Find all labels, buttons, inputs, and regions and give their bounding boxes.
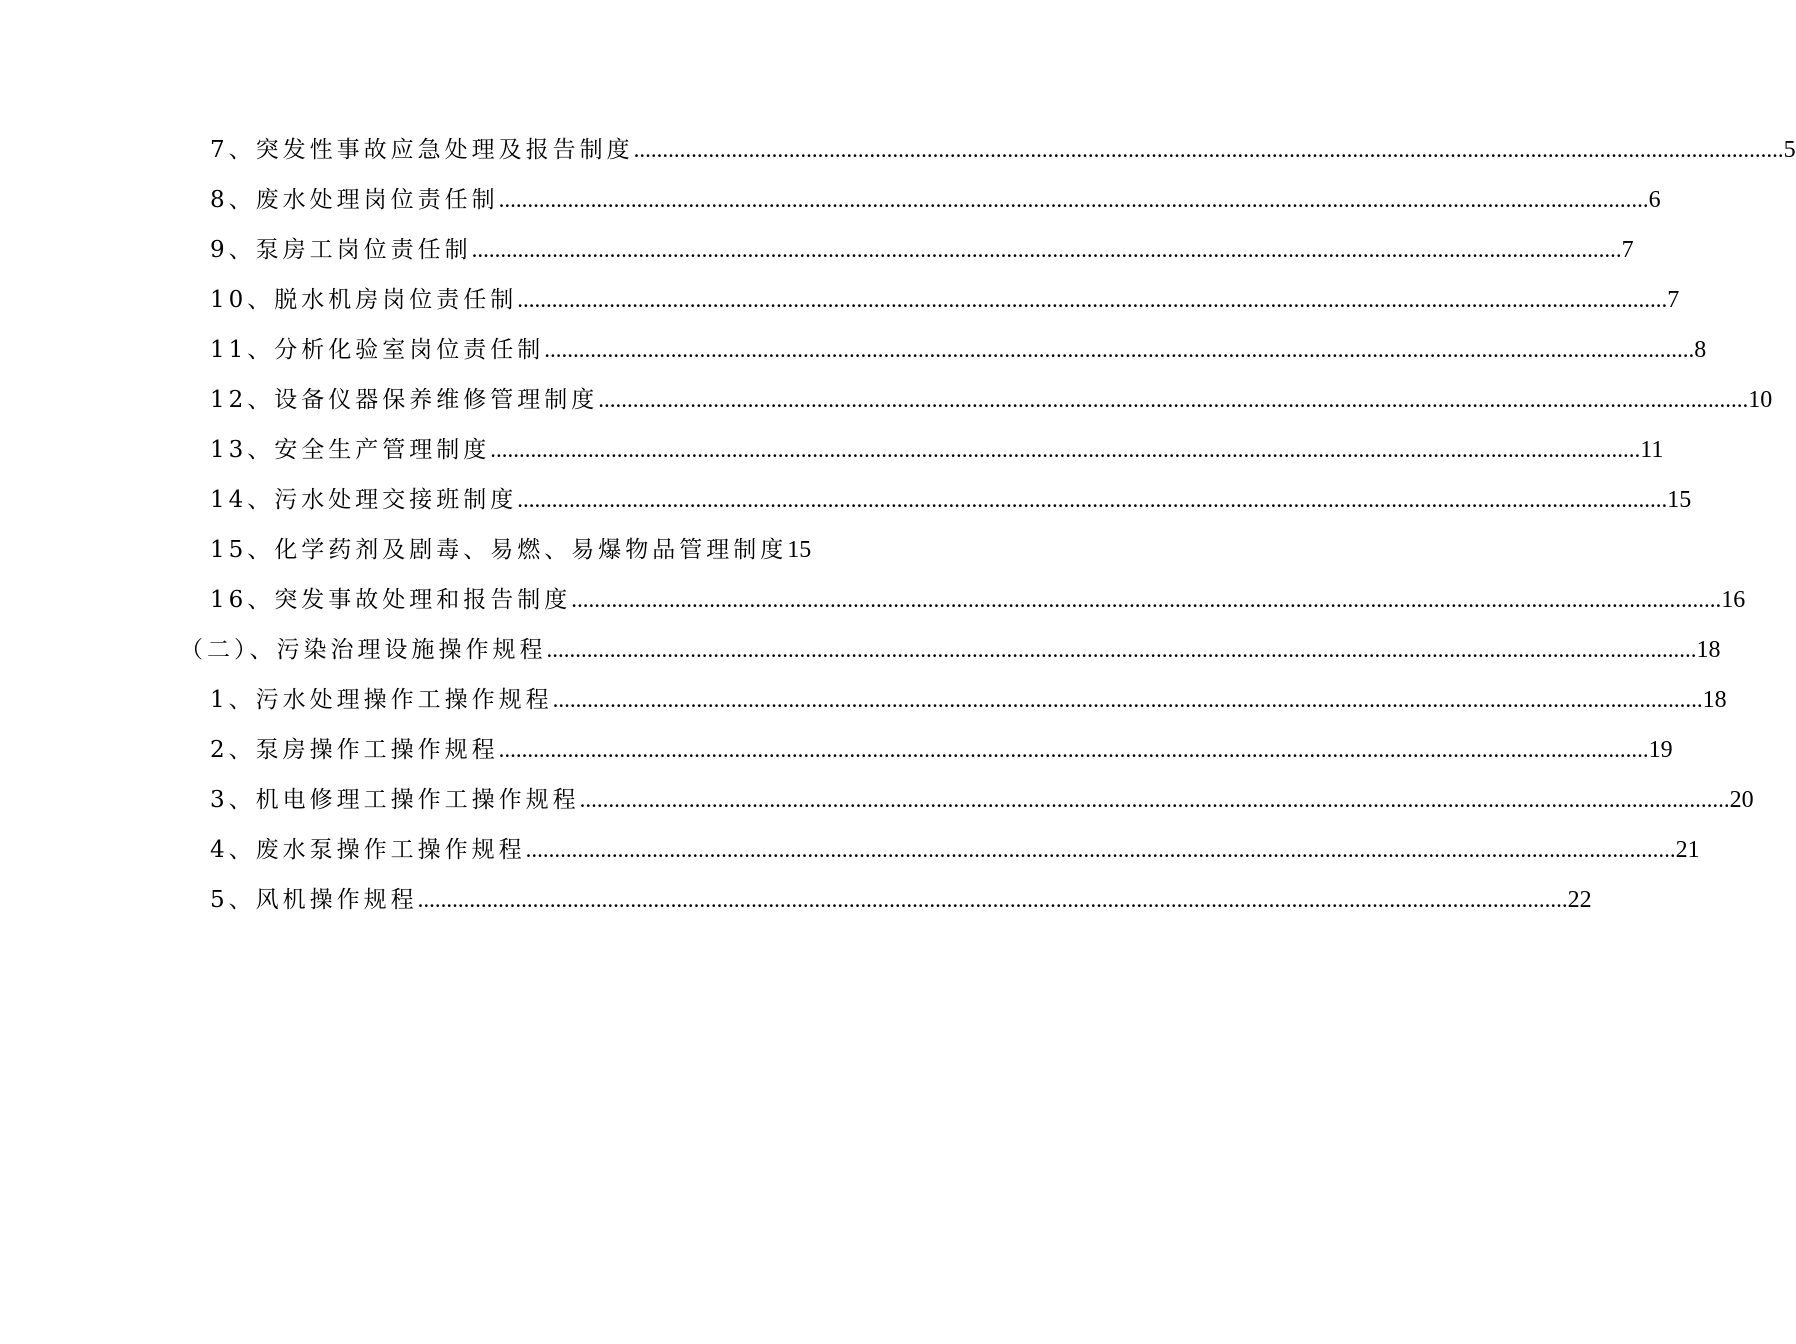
toc-entry-label: 4、废水泵操作工操作规程	[210, 837, 526, 863]
toc-page-number: 11	[1640, 437, 1664, 463]
toc-section-heading[interactable]	[0, 625, 1721, 675]
toc-dot-leader: ........................................................................................................................................................................................................	[633, 137, 1784, 162]
toc-entry[interactable]	[0, 375, 1773, 425]
toc-dot-leader: ........................................................................................................................................................................................................	[490, 437, 1641, 462]
toc-entry-label: 2、泵房操作工操作规程	[210, 737, 499, 763]
toc-entry-label: 10、脱水机房岗位责任制	[210, 287, 518, 313]
toc-page-number: 8	[1694, 337, 1707, 363]
toc-entry-label: 16、突发事故处理和报告制度	[210, 587, 572, 613]
toc-entry-label: 14、污水处理交接班制度	[210, 487, 518, 513]
toc-entry-label: 13、安全生产管理制度	[210, 437, 491, 463]
toc-page-number: 5	[1783, 137, 1796, 163]
toc-dot-leader: ........................................................................................................................................................................................................	[598, 387, 1749, 412]
toc-dot-leader: ........................................................................................................................................................................................................	[517, 487, 1668, 512]
toc-dot-leader: ........................................................................................................................................................................................................	[546, 637, 1697, 662]
toc-dot-leader: ........................................................................................................................................................................................................	[517, 287, 1668, 312]
toc-entry-label: （二）、污染治理设施操作规程	[180, 637, 547, 663]
toc-dot-leader: ........................................................................................................................................................................................................	[498, 737, 1649, 762]
toc-entry-label: 5、风机操作规程	[210, 887, 418, 913]
toc-page-number: 6	[1648, 187, 1661, 213]
toc-entry[interactable]	[0, 225, 1634, 275]
toc-entry[interactable]	[0, 825, 1700, 875]
toc-entry[interactable]	[0, 125, 1796, 175]
toc-entry[interactable]	[0, 475, 1692, 525]
toc-page-number: 18	[1702, 687, 1727, 713]
toc-dot-leader: ........................................................................................................................................................................................................	[571, 587, 1722, 612]
toc-page-number: 7	[1621, 237, 1634, 263]
toc-dot-leader: ........................................................................................................................................................................................................	[552, 687, 1703, 712]
toc-entry-label: 7、突发性事故应急处理及报告制度	[210, 137, 634, 163]
toc-entry-label: 8、废水处理岗位责任制	[210, 187, 499, 213]
toc-entry[interactable]	[0, 525, 950, 575]
toc-entry[interactable]	[0, 575, 1746, 625]
toc-entry[interactable]	[0, 875, 1592, 925]
toc-page-number: 15	[1667, 487, 1692, 513]
toc-dot-leader: ........................................................................................................................................................................................................	[544, 337, 1695, 362]
toc-entry[interactable]	[0, 725, 1673, 775]
toc-entry[interactable]	[0, 425, 1664, 475]
table-of-contents	[0, 125, 1796, 925]
toc-entry-label: 12、设备仪器保养维修管理制度	[210, 387, 599, 413]
toc-dot-leader: ........................................................................................................................................................................................................	[471, 237, 1622, 262]
toc-entry-label: 3、机电修理工操作工操作规程	[210, 787, 580, 813]
toc-entry-label: 9、泵房工岗位责任制	[210, 237, 472, 263]
toc-entry[interactable]	[0, 775, 1754, 825]
toc-page-number: 21	[1675, 837, 1700, 863]
toc-dot-leader: ........................................................................................................................................................................................................	[525, 837, 1676, 862]
toc-entry-label: 1、污水处理操作工操作规程	[210, 687, 553, 713]
toc-entry[interactable]	[0, 675, 1727, 725]
toc-page-number: 18	[1696, 637, 1721, 663]
toc-page-number: 22	[1567, 887, 1592, 913]
toc-entry-label: 11、分析化验室岗位责任制	[210, 337, 545, 363]
toc-entry-label: 15、化学药剂及剧毒、易燃、易爆物品管理制度	[210, 537, 788, 563]
toc-entry[interactable]	[0, 275, 1680, 325]
toc-page-number: 20	[1729, 787, 1754, 813]
toc-entry[interactable]	[0, 325, 1707, 375]
toc-page-number: 10	[1748, 387, 1773, 413]
toc-page-number: 15	[787, 537, 812, 563]
toc-dot-leader: ........................................................................................................................................................................................................	[579, 787, 1730, 812]
toc-entry[interactable]	[0, 175, 1661, 225]
toc-page-number: 16	[1721, 587, 1746, 613]
toc-dot-leader: ........................................................................................................................................................................................................	[417, 887, 1568, 912]
toc-page-number: 7	[1667, 287, 1680, 313]
toc-dot-leader: ........................................................................................................................................................................................................	[498, 187, 1649, 212]
toc-page-number: 19	[1648, 737, 1673, 763]
